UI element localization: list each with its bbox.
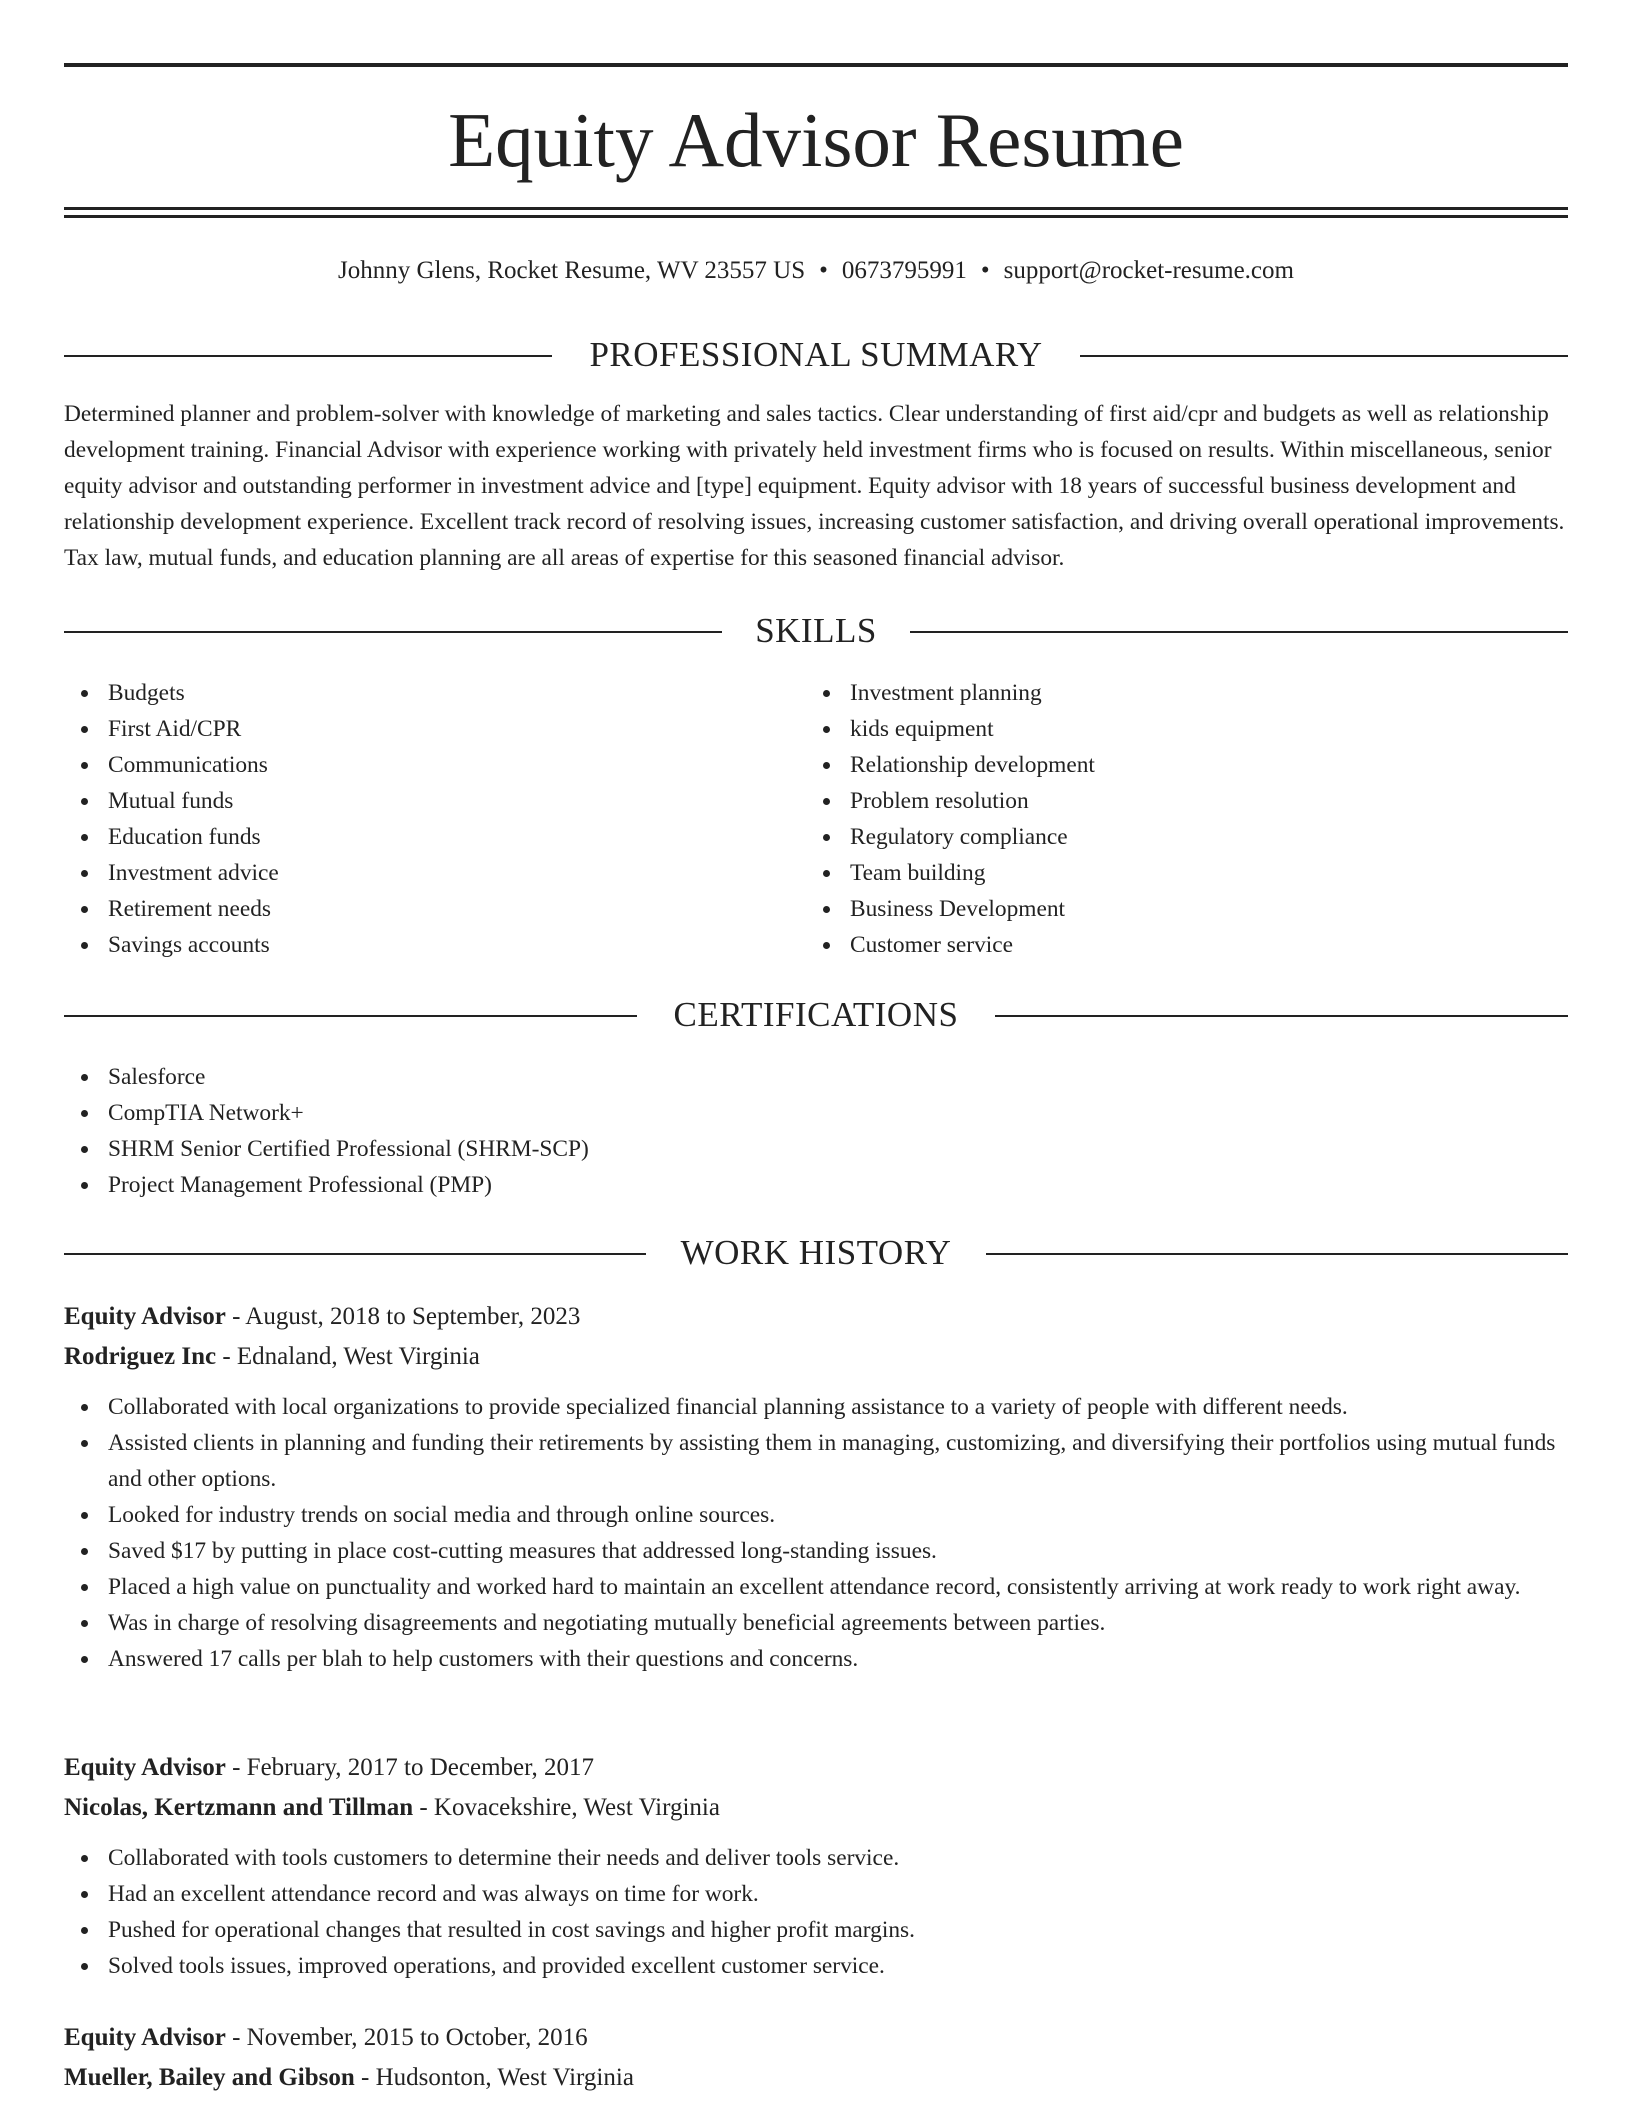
job-bullet: Saved $17 by putting in place cost-cutting measures that addressed long-standing issues. xyxy=(64,1533,1568,1569)
section-title: PROFESSIONAL SUMMARY xyxy=(557,335,1074,374)
job-bullet: Assisted clients in planning and funding their retirements by assisting them in managing, customizing, and diversifying their portfolios using mutual funds and other options. xyxy=(64,1425,1568,1497)
job-location: - Ednaland, West Virginia xyxy=(222,1343,480,1370)
skill-item: Education funds xyxy=(64,819,804,855)
section-title: SKILLS xyxy=(723,611,909,650)
job-bullet: Looked for industry trends on social media and through online sources. xyxy=(64,1497,1568,1533)
job-dates: - February, 2017 to December, 2017 xyxy=(232,1754,594,1781)
title-double-rule-upper xyxy=(64,207,1568,210)
summary-text: Determined planner and problem-solver with knowledge of marketing and sales tactics. Clear understanding of first aid/cpr and budgets as well as relationship development training. Financial Advisor with experience working with privately held investment firms who is focused on results. Within miscellaneous, senior equity advisor and outstanding performer in investment advice and [type] equipment. Equity advisor with 18 years of successful business development and relationship development experience. Excellent track record of resolving issues, increasing customer satisfaction, and driving overall operational improvements. Tax law, mutual funds, and education planning are all areas of expertise for this seasoned financial advisor. xyxy=(64,401,1565,571)
section-heading-certifications xyxy=(64,990,1568,1040)
job-dates: - August, 2018 to September, 2023 xyxy=(232,1303,581,1330)
certification-item: SHRM Senior Certified Professional (SHRM-SCP) xyxy=(64,1131,1568,1167)
job-title: Equity Advisor xyxy=(64,1303,226,1330)
job-bullet: Had an excellent attendance record and was always on time for work. xyxy=(64,1876,1568,1912)
job-title-line xyxy=(64,2018,1568,2058)
job-bullet: Answered 17 calls per blah to help customers with their questions and concerns. xyxy=(64,1641,1568,1677)
job-company: Nicolas, Kertzmann and Tillman xyxy=(64,1794,414,1821)
job-bullet: Pushed for operational changes that resulted in cost savings and higher profit margins. xyxy=(64,1912,1568,1948)
skill-item: First Aid/CPR xyxy=(64,711,804,747)
skill-item: Business Development xyxy=(806,891,1546,927)
skill-item: Customer service xyxy=(806,927,1546,963)
skill-item: Relationship development xyxy=(806,747,1546,783)
contact-email[interactable]: support@rocket-resume.com xyxy=(1003,257,1294,284)
job-bullet: Collaborated with local organizations to provide specialized financial planning assistance to a variety of people with different needs. xyxy=(64,1389,1568,1425)
contact-separator: • xyxy=(980,257,990,284)
skill-item: Communications xyxy=(64,747,804,783)
job-bullets xyxy=(64,1840,1568,1984)
skill-item: kids equipment xyxy=(806,711,1546,747)
job-company: Mueller, Bailey and Gibson xyxy=(64,2064,355,2091)
section-heading-skills xyxy=(64,606,1568,656)
job-title: Equity Advisor xyxy=(64,1754,226,1781)
certification-item: CompTIA Network+ xyxy=(64,1095,1568,1131)
skill-item: Problem resolution xyxy=(806,783,1546,819)
certifications-list xyxy=(64,1059,1568,1203)
job-entry xyxy=(64,2018,1568,2098)
job-company-line xyxy=(64,2058,1568,2098)
skill-item: Team building xyxy=(806,855,1546,891)
job-bullet: Placed a high value on punctuality and worked hard to maintain an excellent attendance record, consistently arriving at work ready to work right away. xyxy=(64,1569,1568,1605)
skills-list-right xyxy=(806,675,1546,963)
section-heading-summary xyxy=(64,330,1568,380)
title-double-rule-lower xyxy=(64,215,1568,218)
section-title: CERTIFICATIONS xyxy=(642,995,991,1034)
skill-item: Regulatory compliance xyxy=(806,819,1546,855)
certification-item: Project Management Professional (PMP) xyxy=(64,1167,1568,1203)
skills-list-left xyxy=(64,675,804,963)
certification-item: Salesforce xyxy=(64,1059,1568,1095)
job-company-line xyxy=(64,1788,1568,1828)
job-bullets xyxy=(64,1389,1568,1677)
job-location: - Hudsonton, West Virginia xyxy=(361,2064,634,2091)
job-location: - Kovacekshire, West Virginia xyxy=(419,1794,720,1821)
contact-phone: 0673795991 xyxy=(841,257,967,284)
skill-item: Savings accounts xyxy=(64,927,804,963)
skill-item: Mutual funds xyxy=(64,783,804,819)
job-entry xyxy=(64,1297,1568,1677)
job-entry xyxy=(64,1748,1568,1984)
contact-address: Johnny Glens, Rocket Resume, WV 23557 US xyxy=(338,257,806,284)
job-bullet: Was in charge of resolving disagreements and negotiating mutually beneficial agreements between parties. xyxy=(64,1605,1568,1641)
job-title-line xyxy=(64,1297,1568,1337)
skill-item: Budgets xyxy=(64,675,804,711)
skill-item: Investment advice xyxy=(64,855,804,891)
contact-separator: • xyxy=(819,257,828,284)
page-title: Equity Advisor Resume xyxy=(448,97,1184,183)
job-company: Rodriguez Inc xyxy=(64,1343,217,1370)
job-title-line xyxy=(64,1748,1568,1788)
skill-item: Retirement needs xyxy=(64,891,804,927)
section-title: WORK HISTORY xyxy=(649,1233,984,1272)
section-heading-work-history xyxy=(64,1228,1568,1278)
job-dates: - November, 2015 to October, 2016 xyxy=(232,2024,588,2051)
job-title: Equity Advisor xyxy=(64,2024,226,2051)
job-bullet: Collaborated with tools customers to determine their needs and deliver tools service. xyxy=(64,1840,1568,1876)
contact-line xyxy=(64,253,1568,289)
job-company-line xyxy=(64,1337,1568,1377)
skill-item: Investment planning xyxy=(806,675,1546,711)
job-bullet: Solved tools issues, improved operations, and provided excellent customer service. xyxy=(64,1948,1568,1984)
top-rule xyxy=(64,63,1568,67)
